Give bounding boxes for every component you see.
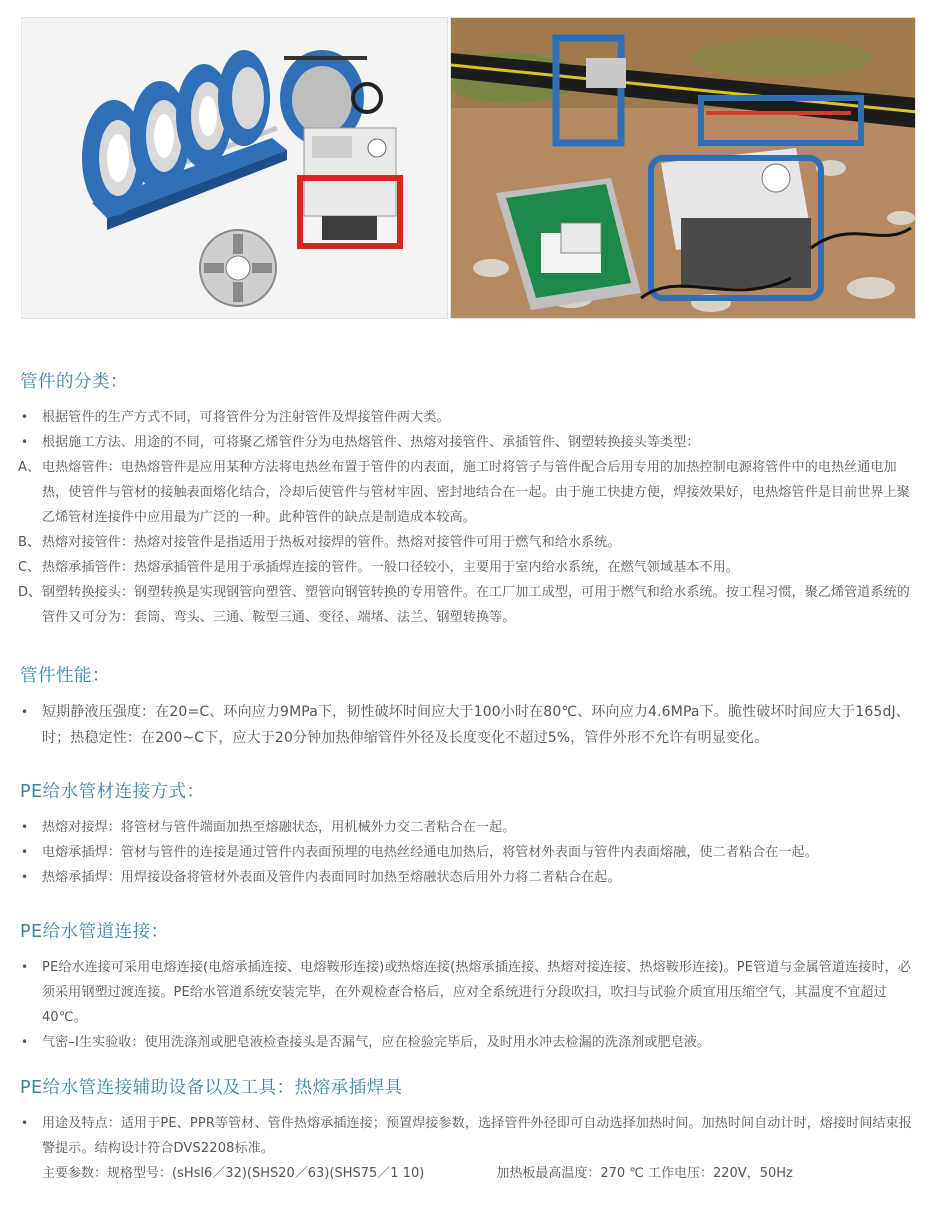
bullet-marker: • <box>21 1035 29 1049</box>
list-item <box>18 555 920 580</box>
item-text: 短期静液压强度：在20=C、环向应力9MPa下，韧性破坏时间应大于100小时在80℃、环向应力4.6MPa下。脆性破坏时间应大于165dJ、时；热稳定性：在200~C下，应大于20分钟加热伸缩管件外径及长度变化不超过5%，管件外形不允许有明显变化。 <box>42 704 910 746</box>
list-item <box>18 1111 920 1161</box>
bullet-marker: • <box>21 410 29 424</box>
field-equipment-photo <box>450 17 916 319</box>
item-text: 根据管件的生产方式不同，可将管件分为注射管件及焊接管件两大类。 <box>42 410 450 425</box>
section-title: PE给水管材连接方式： <box>20 782 205 802</box>
item-text: 热熔承插管件：热熔承插管件是用于承插焊连接的管件。一般口径较小，主要用于室内给水系统，在燃气领域基本不用。 <box>42 560 739 575</box>
letter-marker: A、 <box>18 460 41 475</box>
section-title: 管件的分类： <box>20 372 128 392</box>
bullet-marker: • <box>21 1116 29 1130</box>
bullet-marker: • <box>21 960 29 974</box>
list-item <box>18 430 920 455</box>
list-item <box>18 530 920 555</box>
item-text: 钢塑转换接头：钢塑转换是实现钢管向塑管、塑管向钢管转换的专用管件。在工厂加工成型，可用于燃气和给水系统。按工程习惯，聚乙烯管道系统的管件又可分为：套筒、弯头、三通、鞍型三通、变径、端堵、法兰、钢塑转换等。 <box>42 585 910 625</box>
section-title: PE给水管连接辅助设备以及工具：热熔承插焊具 <box>20 1078 403 1098</box>
item-text: 电熔承插焊：管材与管件的连接是通过管件内表面预埋的电热丝经通电加热后，将管材外表面与管件内表面熔融，使二者粘合在一起。 <box>42 845 818 860</box>
bullet-marker: • <box>21 705 29 719</box>
list-item <box>18 865 920 890</box>
item-text: 用途及特点：适用于PE、PPR等管材、管件热熔承插连接；预置焊接参数，选择管件外径即可自动选择加热时间。加热时间自动计时，熔接时间结束报警提示。结构设计符合DVS2208标准。 <box>42 1116 912 1156</box>
list-item <box>18 455 920 530</box>
letter-marker: B、 <box>18 535 41 550</box>
list-item <box>18 699 920 751</box>
bullet-marker: • <box>21 870 29 884</box>
letter-marker: D、 <box>18 585 42 600</box>
item-text: 根据施工方法、用途的不同，可将聚乙烯管件分为电热熔管件、热熔对接管件、承插管件、钢塑转换接头等类型： <box>42 435 700 450</box>
item-text: 热熔承插焊：用焊接设备将管材外表面及管件内表面同时加热至熔融状态后用外力将二者粘合在起。 <box>42 870 621 885</box>
classification-section <box>18 368 920 630</box>
welding-machine-photo <box>21 17 448 319</box>
field-welding-equipment-icon <box>451 18 916 319</box>
list-item <box>18 815 920 840</box>
params-spec: 主要参数：规格型号：(sHsl6／32)(SHS20／63)(SHS75／1 10) <box>42 1166 425 1181</box>
butt-fusion-welding-machine-icon <box>22 18 448 319</box>
letter-marker: C、 <box>18 560 41 575</box>
section-title: PE给水管道连接： <box>20 922 169 942</box>
item-text: 热熔对接焊：将管材与管件端面加热至熔融状态，用机械外力交二者粘合在一起。 <box>42 820 516 835</box>
list-item <box>18 580 920 630</box>
bullet-marker: • <box>21 845 29 859</box>
list-item <box>18 955 920 1030</box>
params-heating: 加热板最高温度：270 ℃ 工作电压：220V，50Hz <box>496 1166 793 1181</box>
item-text: 气密–I生实验收：使用洗涤剂或肥皂液检查接头是否漏气，应在检验完毕后，及时用水冲去检漏的洗涤剂或肥皂液。 <box>42 1035 711 1050</box>
performance-section <box>18 662 920 751</box>
pipeline-connection-section <box>18 918 920 1055</box>
item-text: PE给水连接可采用电熔连接(电熔承插连接、电熔鞍形连接)或热熔连接(热熔承插连接、热熔对接连接、热熔鞍形连接)。PE管道与金属管道连接时，必须采用钢塑过渡连接。PE给水管道系统安装完毕，在外观检查合格后，应对全系统进行分段吹扫，吹扫与试验介质宜用压缩空气，其温度不宜超过40℃。 <box>42 960 911 1025</box>
section-title: 管件性能： <box>20 666 110 686</box>
list-item <box>18 405 920 430</box>
list-item <box>18 1030 920 1055</box>
item-text: 热熔对接管件：热熔对接管件是指适用于热板对接焊的管件。热熔对接管件可用于燃气和给水系统。 <box>42 535 621 550</box>
tools-section <box>18 1074 920 1186</box>
connection-methods-section <box>18 778 920 890</box>
item-text: 电热熔管件：电热熔管件是应用某种方法将电热丝布置于管件的内表面，施工时将管子与管件配合后用专用的加热控制电源将管件中的电热丝通电加热，使管件与管材的接触表面熔化结合，冷却后使管件与管材牢固、密封地结合在一起。由于施工快捷方便，焊接效果好，电热熔管件是目前世界上聚乙烯管材连接件中应用最为广泛的一种。此种管件的缺点是制造成本较高。 <box>42 460 910 525</box>
main-parameters <box>18 1161 920 1186</box>
list-item <box>18 840 920 865</box>
bullet-marker: • <box>21 435 29 449</box>
bullet-marker: • <box>21 820 29 834</box>
